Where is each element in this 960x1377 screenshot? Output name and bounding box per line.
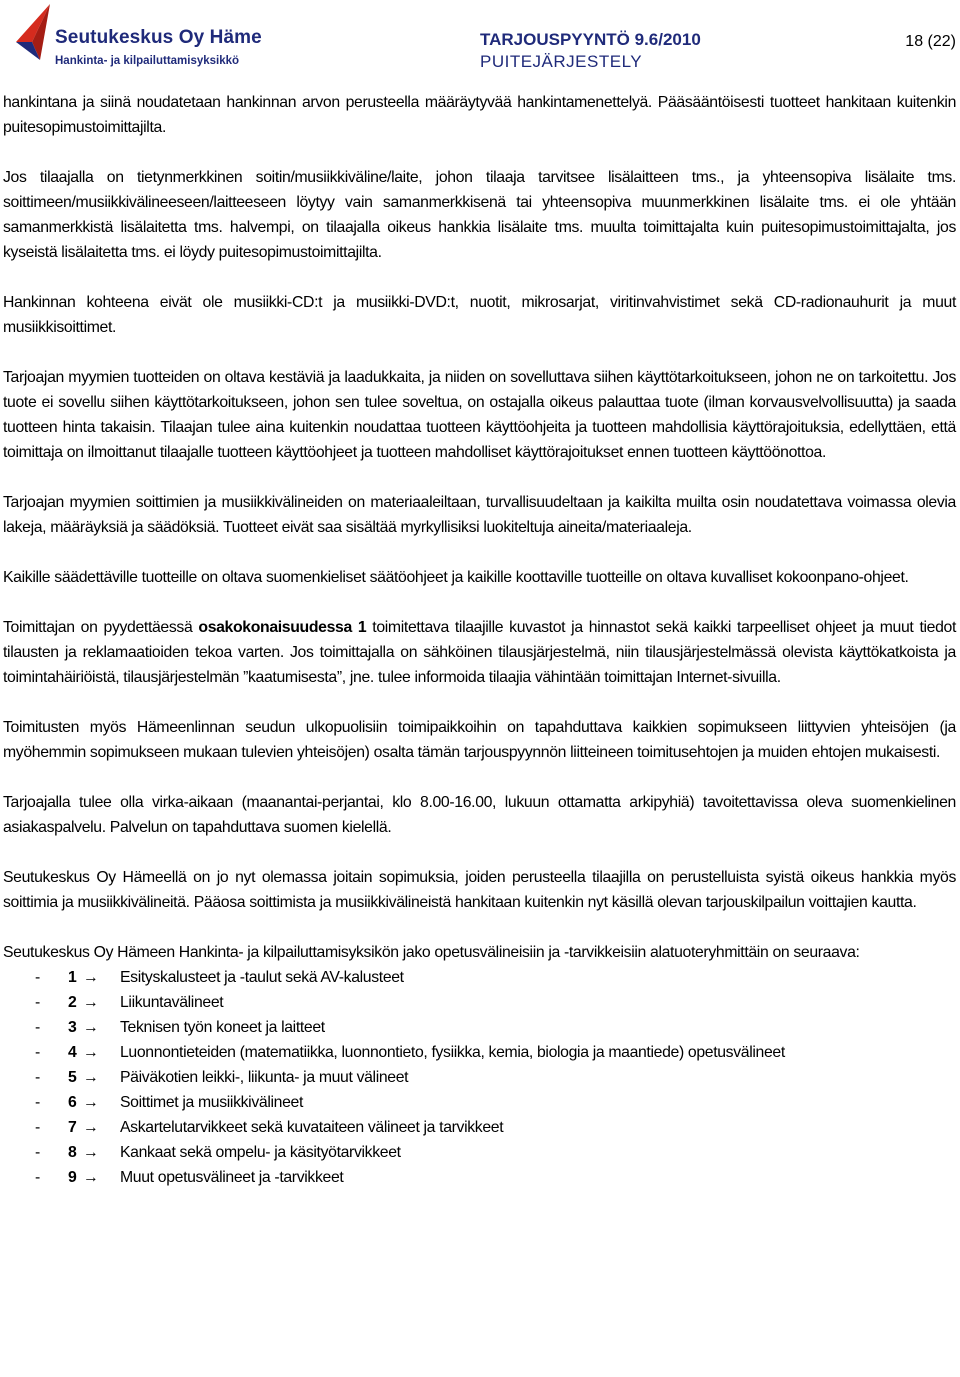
- list-item: [3, 1165, 956, 1190]
- paragraph: Tarjoajan myymien soittimien ja musiikkivälineiden on materiaaleiltaan, turvallisuudeltaan ja kaikilta muilta osin noudatettava voimassa olevia lakeja, määräyksiä ja säädöksiä. Tuotteet eivät saa sisältää myrkyllisiksi luokiteltuja aineita/materiaaleja.: [3, 494, 956, 536]
- list-item-text: Muut opetusvälineet ja -tarvikkeet: [120, 1169, 344, 1186]
- arrow-right-icon: →: [83, 1069, 99, 1086]
- list-number: 2: [68, 994, 77, 1011]
- subcategory-list: [3, 965, 956, 1190]
- arrow-right-icon: →: [83, 994, 99, 1011]
- list-number: 8: [68, 1144, 77, 1161]
- list-item-text: Soittimet ja musiikkivälineet: [120, 1094, 303, 1111]
- arrow-right-icon: →: [83, 1019, 99, 1036]
- list-dash: -: [35, 969, 40, 986]
- list-number: 4: [68, 1044, 77, 1061]
- paragraph: Toimitusten myös Hämeenlinnan seudun ulkopuolisiin toimipaikkoihin on tapahduttava kaikkien sopimukseen liittyvien yhteisöjen (ja myöhemmin sopimukseen mukaan tulevien yhteisöjen) osalta tämän tarjouspyynnön liitteineen toimitusehtojen ja muiden ehtojen mukaisesti.: [3, 719, 956, 761]
- arrow-right-icon: →: [83, 1169, 99, 1186]
- list-item: [3, 1065, 956, 1090]
- list-item-text: Esityskalusteet ja -taulut sekä AV-kalusteet: [120, 969, 404, 986]
- list-dash: -: [35, 1019, 40, 1036]
- list-dash: -: [35, 1144, 40, 1161]
- list-item: [3, 990, 956, 1015]
- brand-unit: Hankinta- ja kilpailuttamisyksikkö: [55, 55, 240, 67]
- list-number: 5: [68, 1069, 77, 1086]
- list-dash: -: [35, 994, 40, 1011]
- paragraph: Tarjoajalla tulee olla virka-aikaan (maanantai-perjantai, klo 8.00-16.00, lukuun ottamatta arkipyhiä) tavoitettavissa oleva suomenkielinen asiakaspalvelu. Palvelun on tapahduttava suomen kielellä.: [3, 794, 956, 836]
- list-dash: -: [35, 1044, 40, 1061]
- brand-name: Seutukeskus Oy Häme: [55, 27, 262, 48]
- paragraph: Seutukeskus Oy Hämeellä on jo nyt olemassa joitain sopimuksia, joiden perusteella tilaajilla on perustelluista syistä oikeus hankkia myös soittimia ja musiikkivälineitä. Pääosa soittimista ja musiikkivälineistä hankitaan kuitenkin nyt käsillä olevan tarjouskilpailun voittajien kautta.: [3, 869, 956, 911]
- list-item: [3, 1015, 956, 1040]
- arrow-right-icon: →: [83, 1044, 99, 1061]
- arrow-right-icon: →: [83, 969, 99, 986]
- paragraph: Tarjoajan myymien tuotteiden on oltava kestäviä ja laadukkaita, ja niiden on sovelluttava siihen käyttötarkoitukseen, johon ne on tarkoitettu. Jos tuote ei sovellu siihen käyttötarkoitukseen, johon sen tulee soveltua, on ostajalla oikeus palauttaa tuote (ilman korvausvelvollisuutta) ja saada tuotteen hinta takaisin. Tilaajan tulee aina kuitenkin noudattaa tuotteen käyttöohjeita ja tuotteen mahdollisia käyttörajoituksia, edellyttäen, että toimittaja on ilmoittanut tilaajalle tuotteen käyttöohjeet ja tuotteen mahdolliset käyttörajoitukset ennen tuotteen käyttöönottoa.: [3, 369, 956, 461]
- arrow-right-icon: →: [83, 1144, 99, 1161]
- list-item-text: Kankaat sekä ompelu- ja käsityötarvikkeet: [120, 1144, 401, 1161]
- document-body: [3, 90, 956, 1190]
- list-item: [3, 1040, 956, 1065]
- paragraph: hankintana ja siinä noudatetaan hankinnan arvon perusteella määräytyvää hankintamenettelyä. Pääsääntöisesti tuotteet hankitaan kuitenkin puitesopimustoimittajilta.: [3, 94, 956, 136]
- paragraph-text: toimitettava tilaajille kuvastot ja hinnastot sekä kaikki tarpeelliset ohjeet ja muut tiedot tilausten ja reklamaatioiden tekoa varten. Jos toimittajalla on sähköinen tilausjärjestelmä, niin tilausjärjestelmässä olevista käyttökatkoista ja toimintahäiriöistä, tilausjärjestelmän ”kaatumisesta”, jne. tulee informoida tilaajia vähintään toimittajan Internet-sivuilla.: [3, 619, 957, 686]
- list-number: 9: [68, 1169, 77, 1186]
- list-dash: -: [35, 1119, 40, 1136]
- arrow-right-icon: →: [83, 1094, 99, 1111]
- seutukeskus-logo-icon: [10, 2, 58, 62]
- document-subtitle: PUITEJÄRJESTELY: [480, 52, 643, 71]
- list-number: 3: [68, 1019, 77, 1036]
- list-item-text: Askartelutarvikkeet sekä kuvataiteen välineet ja tarvikkeet: [120, 1119, 504, 1136]
- list-dash: -: [35, 1094, 40, 1111]
- list-dash: -: [35, 1069, 40, 1086]
- list-item-text: Luonnontieteiden (matematiikka, luonnontieto, fysiikka, kemia, biologia ja maantiede) opetusvälineet: [120, 1044, 785, 1061]
- list-item: [3, 1115, 956, 1140]
- paragraph-text: Toimittajan on pyydettäessä: [3, 619, 199, 636]
- list-dash: -: [35, 1169, 40, 1186]
- page-header: [0, 0, 960, 80]
- list-item-text: Päiväkotien leikki-, liikunta- ja muut välineet: [120, 1069, 409, 1086]
- list-item-text: Teknisen työn koneet ja laitteet: [120, 1019, 325, 1036]
- list-number: 7: [68, 1119, 77, 1136]
- list-number: 1: [68, 969, 77, 986]
- paragraph: Kaikille säädettäville tuotteille on oltava suomenkieliset säätöohjeet ja kaikille koottaville tuotteille on oltava kuvalliset kokoonpano-ohjeet.: [3, 569, 909, 586]
- list-number: 6: [68, 1094, 77, 1111]
- paragraph: Jos tilaajalla on tietynmerkkinen soitin/musiikkiväline/laite, johon tilaaja tarvitsee lisälaitteen tms., ja yhteensopiva lisälaite tms. soittimeen/musiikkivälineeseen/laitteeseen löytyy vain samanmerkkisenä tai yhteensopiva muunmerkkinen lisälaite tms. ei ole yhtään samanmerkkistä lisälaitetta tms. halvempi, on tilaajalla oikeus hankkia lisälaite tms. muulta toimittajalta kuin puitesopimustoimittajalta, jos kyseistä lisälaitetta tms. ei löydy puitesopimustoimittajilta.: [3, 169, 956, 261]
- list-item: [3, 1090, 956, 1115]
- paragraph: [3, 615, 956, 690]
- list-item: [3, 1140, 956, 1165]
- arrow-right-icon: →: [83, 1119, 99, 1136]
- paragraph: Hankinnan kohteena eivät ole musiikki-CD:t ja musiikki-DVD:t, nuotit, mikrosarjat, viritinvahvistimet sekä CD-radionauhurit ja muut musiikkisoittimet.: [3, 294, 956, 336]
- paragraph: Seutukeskus Oy Hämeen Hankinta- ja kilpailuttamisyksikön jako opetusvälineisiin ja -tarvikkeisiin alatuoteryhmittäin on seuraava:: [3, 944, 860, 961]
- page-number: 18 (22): [905, 33, 956, 50]
- emphasis-text: osakokonaisuudessa 1: [198, 619, 367, 636]
- list-item: [3, 965, 956, 990]
- list-item-text: Liikuntavälineet: [120, 994, 224, 1011]
- document-title: TARJOUSPYYNTÖ 9.6/2010: [480, 30, 701, 49]
